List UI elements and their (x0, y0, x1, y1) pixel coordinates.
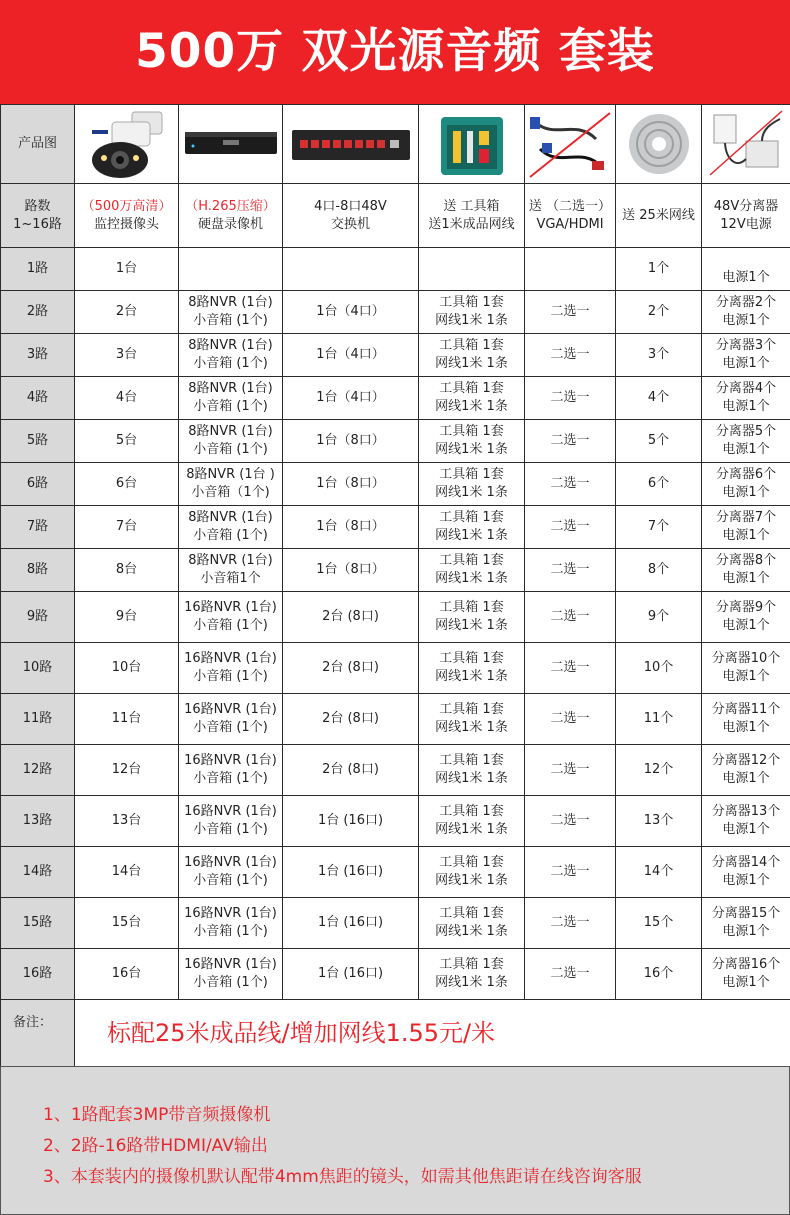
cable-cell: 6个 (616, 463, 702, 506)
video-output-cell: 二选一 (525, 745, 616, 796)
toolbox-header: 送 工具箱 送1米成品网线 (419, 184, 525, 248)
power-cell: 分离器12个 电源1个 (702, 745, 790, 796)
camera-cell: 4台 (75, 377, 179, 420)
package-table (0, 104, 790, 1067)
switch-cell: 1台 (16口) (283, 949, 419, 1000)
cable-cell: 10个 (616, 643, 702, 694)
switch-cell: 1台 (16口) (283, 847, 419, 898)
table-row (1, 549, 790, 592)
cable-cell: 4个 (616, 377, 702, 420)
route-cell: 12路 (1, 745, 75, 796)
table-row (1, 796, 790, 847)
camera-cell: 13台 (75, 796, 179, 847)
route-cell: 15路 (1, 898, 75, 949)
camera-cell: 15台 (75, 898, 179, 949)
route-cell: 2路 (1, 291, 75, 334)
cable-cell: 2个 (616, 291, 702, 334)
video-output-cell: 二选一 (525, 694, 616, 745)
camera-cell: 12台 (75, 745, 179, 796)
camera-cell: 16台 (75, 949, 179, 1000)
camera-cell: 3台 (75, 334, 179, 377)
route-cell: 4路 (1, 377, 75, 420)
route-cell: 5路 (1, 420, 75, 463)
video-output-cell: 二选一 (525, 796, 616, 847)
route-cell: 7路 (1, 506, 75, 549)
power-cell: 分离器9个 电源1个 (702, 592, 790, 643)
cable-cell: 16个 (616, 949, 702, 1000)
nvr-cell: 16路NVR (1台) 小音箱 (1个) (179, 898, 283, 949)
note-item: 1、1路配套3MP带音频摄像机 (43, 1105, 271, 1125)
nvr-cell: 16路NVR (1台) 小音箱 (1个) (179, 745, 283, 796)
power-cell: 分离器5个 电源1个 (702, 420, 790, 463)
toolbox-cell: 工具箱 1套 网线1米 1条 (419, 643, 525, 694)
video-output-cell: 二选一 (525, 506, 616, 549)
video-output-cell: 二选一 (525, 847, 616, 898)
video-output-cell: 二选一 (525, 949, 616, 1000)
video-output-cell: 二选一 (525, 463, 616, 506)
table-row (1, 291, 790, 334)
power-header: 48V分离器 12V电源 (702, 184, 790, 248)
table-row (1, 898, 790, 949)
switch-cell: 1台（8口） (283, 463, 419, 506)
note-item: 3、本套装内的摄像机默认配带4mm焦距的镜头，如需其他焦距请在线咨询客服 (43, 1167, 642, 1187)
video-output-cell: 二选一 (525, 643, 616, 694)
camera-cell: 2台 (75, 291, 179, 334)
switch-cell (283, 248, 419, 291)
power-cell: 电源1个 (702, 248, 790, 291)
nvr-cell (179, 248, 283, 291)
nvr-cell: 8路NVR (1台) 小音箱 (1个) (179, 377, 283, 420)
power-cell: 分离器3个 电源1个 (702, 334, 790, 377)
video-output-cell: 二选一 (525, 291, 616, 334)
route-cell: 13路 (1, 796, 75, 847)
nvr-cell: 16路NVR (1台) 小音箱 (1个) (179, 592, 283, 643)
power-cell: 分离器7个 电源1个 (702, 506, 790, 549)
power-cell: 分离器2个 电源1个 (702, 291, 790, 334)
video-output-cell (525, 248, 616, 291)
table-row (1, 377, 790, 420)
camera-cell: 14台 (75, 847, 179, 898)
toolbox-cell: 工具箱 1套 网线1米 1条 (419, 898, 525, 949)
camera-header: （500万高清） 监控摄像头 (75, 184, 179, 248)
toolbox-cell: 工具箱 1套 网线1米 1条 (419, 847, 525, 898)
switch-cell: 1台 (16口) (283, 898, 419, 949)
switch-cell: 1台（4口） (283, 377, 419, 420)
poe-switch-icon (283, 105, 419, 184)
cable-cell: 15个 (616, 898, 702, 949)
video-output-cell: 二选一 (525, 420, 616, 463)
nvr-cell: 8路NVR (1台 ) 小音箱（1个) (179, 463, 283, 506)
toolbox-cell: 工具箱 1套 网线1米 1条 (419, 463, 525, 506)
nvr-cell: 16路NVR (1台) 小音箱 (1个) (179, 847, 283, 898)
toolbox-cell (419, 248, 525, 291)
power-cell: 分离器14个 电源1个 (702, 847, 790, 898)
nvr-recorder-icon (179, 105, 283, 184)
power-cell: 分离器6个 电源1个 (702, 463, 790, 506)
route-cell: 1路 (1, 248, 75, 291)
table-row (1, 949, 790, 1000)
video-output-cell: 二选一 (525, 377, 616, 420)
power-cell: 分离器4个 电源1个 (702, 377, 790, 420)
nvr-cell: 8路NVR (1台) 小音箱 (1个) (179, 291, 283, 334)
power-cell: 分离器13个 电源1个 (702, 796, 790, 847)
cable-cell: 5个 (616, 420, 702, 463)
remark-label: 备注： (1, 1000, 75, 1067)
power-cell: 分离器10个 电源1个 (702, 643, 790, 694)
nvr-cell: 8路NVR (1台) 小音箱 (1个) (179, 420, 283, 463)
splitter-power-icon (702, 105, 790, 184)
toolbox-cell: 工具箱 1套 网线1米 1条 (419, 592, 525, 643)
video-output-cell: 二选一 (525, 592, 616, 643)
cable-cell: 1个 (616, 248, 702, 291)
table-row (1, 420, 790, 463)
switch-cell: 1台 (16口) (283, 796, 419, 847)
toolbox-cell: 工具箱 1套 网线1米 1条 (419, 334, 525, 377)
camera-cell: 5台 (75, 420, 179, 463)
table-row (1, 847, 790, 898)
video-output-cell: 二选一 (525, 334, 616, 377)
camera-cell: 8台 (75, 549, 179, 592)
toolbox-cell: 工具箱 1套 网线1米 1条 (419, 377, 525, 420)
route-cell: 9路 (1, 592, 75, 643)
nvr-cell: 16路NVR (1台) 小音箱 (1个) (179, 949, 283, 1000)
toolbox-cell: 工具箱 1套 网线1米 1条 (419, 420, 525, 463)
nvr-cell: 8路NVR (1台) 小音箱 (1个) (179, 506, 283, 549)
toolbox-cell: 工具箱 1套 网线1米 1条 (419, 291, 525, 334)
table-row (1, 694, 790, 745)
switch-header: 4口-8口48V 交换机 (283, 184, 419, 248)
product-image-label: 产品图 (1, 105, 75, 184)
cable-cell: 3个 (616, 334, 702, 377)
nvr-cell: 16路NVR (1台) 小音箱 (1个) (179, 694, 283, 745)
table-row (1, 592, 790, 643)
cable-cell: 8个 (616, 549, 702, 592)
toolbox-cell: 工具箱 1套 网线1米 1条 (419, 506, 525, 549)
toolbox-cell: 工具箱 1套 网线1米 1条 (419, 949, 525, 1000)
video-output-cell: 二选一 (525, 898, 616, 949)
toolbox-cell: 工具箱 1套 网线1米 1条 (419, 796, 525, 847)
route-cell: 11路 (1, 694, 75, 745)
camera-cell: 6台 (75, 463, 179, 506)
nvr-cell: 16路NVR (1台) 小音箱 (1个) (179, 796, 283, 847)
network-cable-coil-icon (616, 105, 702, 184)
power-cell: 分离器15个 电源1个 (702, 898, 790, 949)
cable-cell: 13个 (616, 796, 702, 847)
switch-cell: 2台 (8口) (283, 745, 419, 796)
switch-cell: 1台（8口） (283, 549, 419, 592)
toolbox-cell: 工具箱 1套 网线1米 1条 (419, 694, 525, 745)
toolbox-icon (419, 105, 525, 184)
route-cell: 3路 (1, 334, 75, 377)
toolbox-cell: 工具箱 1套 网线1米 1条 (419, 745, 525, 796)
nvr-cell: 8路NVR (1台) 小音箱1个 (179, 549, 283, 592)
nvr-header: （H.265压缩） 硬盘录像机 (179, 184, 283, 248)
notes-panel (0, 1066, 790, 1215)
switch-cell: 1台（4口） (283, 291, 419, 334)
power-cell: 分离器11个 电源1个 (702, 694, 790, 745)
cable-cell: 14个 (616, 847, 702, 898)
table-row (1, 334, 790, 377)
switch-cell: 1台（8口） (283, 506, 419, 549)
power-cell: 分离器16个 电源1个 (702, 949, 790, 1000)
table-row (1, 506, 790, 549)
remark-text: 标配25米成品线/增加网线1.55元/米 (75, 1000, 790, 1067)
camera-cell: 11台 (75, 694, 179, 745)
cable-header: 送 25米网线 (616, 184, 702, 248)
switch-cell: 1台（8口） (283, 420, 419, 463)
switch-cell: 2台 (8口) (283, 694, 419, 745)
camera-cell: 7台 (75, 506, 179, 549)
switch-cell: 1台（4口） (283, 334, 419, 377)
route-cell: 16路 (1, 949, 75, 1000)
vga-hdmi-cable-icon (525, 105, 616, 184)
camera-cell: 1台 (75, 248, 179, 291)
nvr-cell: 8路NVR (1台) 小音箱 (1个) (179, 334, 283, 377)
toolbox-cell: 工具箱 1套 网线1米 1条 (419, 549, 525, 592)
table-row (1, 248, 790, 291)
route-cell: 14路 (1, 847, 75, 898)
route-header: 路数 1~16路 (1, 184, 75, 248)
ptz-camera-icon (75, 105, 179, 184)
route-cell: 10路 (1, 643, 75, 694)
camera-cell: 9台 (75, 592, 179, 643)
cable-cell: 12个 (616, 745, 702, 796)
switch-cell: 2台 (8口) (283, 643, 419, 694)
table-row (1, 463, 790, 506)
table-row (1, 745, 790, 796)
cable-cell: 7个 (616, 506, 702, 549)
table-row (1, 643, 790, 694)
cable-cell: 9个 (616, 592, 702, 643)
page-title: 500万 双光源音频 套装 (0, 0, 790, 104)
camera-cell: 10台 (75, 643, 179, 694)
switch-cell: 2台 (8口) (283, 592, 419, 643)
video-output-cell: 二选一 (525, 549, 616, 592)
note-item: 2、2路-16路带HDMI/AV输出 (43, 1136, 268, 1156)
route-cell: 6路 (1, 463, 75, 506)
cable-cell: 11个 (616, 694, 702, 745)
route-cell: 8路 (1, 549, 75, 592)
video-output-header: 送 （二选一） VGA/HDMI (525, 184, 616, 248)
power-cell: 分离器8个 电源1个 (702, 549, 790, 592)
nvr-cell: 16路NVR (1台) 小音箱 (1个) (179, 643, 283, 694)
